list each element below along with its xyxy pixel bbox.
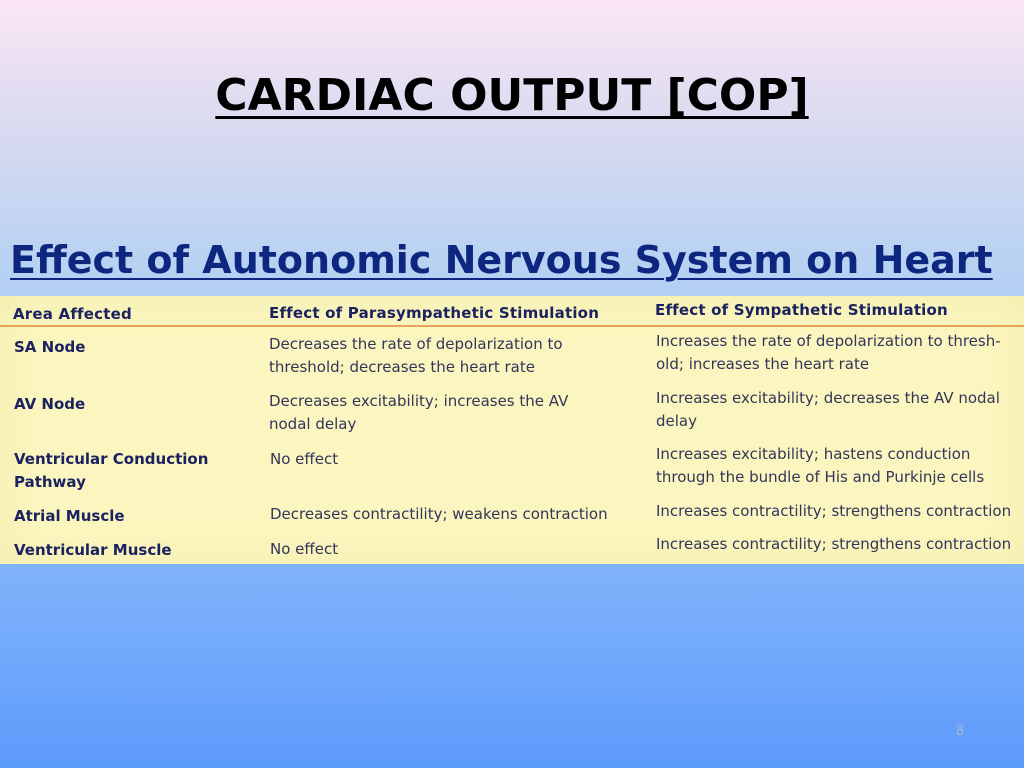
row-atrial-para: Decreases contractility; weakens contraction (270, 505, 608, 523)
row-atrial-area: Atrial Muscle (14, 507, 125, 525)
row-atrial-symp: Increases contractility; strengthens contraction (656, 502, 1012, 520)
slide-subtitle: Effect of Autonomic Nervous System on Heart (10, 238, 993, 282)
header-sympathetic: Effect of Sympathetic Stimulation (655, 301, 948, 319)
row-av-node-symp-line1: Increases excitability; decreases the AV nodal (656, 389, 1000, 407)
row-conduction-area-line2: Pathway (14, 473, 86, 491)
page-number: 8 (955, 724, 965, 739)
row-conduction-area-line1: Ventricular Conduction (14, 450, 209, 468)
row-conduction-para: No effect (270, 450, 339, 468)
ans-effects-table (0, 296, 1024, 564)
row-sa-node-symp-line1: Increases the rate of depolarization to thresh- (656, 332, 1001, 350)
header-area-affected: Area Affected (13, 305, 132, 323)
row-ventricular-para: No effect (270, 540, 339, 558)
row-ventricular-symp: Increases contractility; strengthens contraction (656, 535, 1012, 553)
row-conduction-symp-line2: through the bundle of His and Purkinje cells (656, 468, 985, 486)
row-av-node-area: AV Node (14, 395, 86, 413)
header-parasympathetic: Effect of Parasympathetic Stimulation (269, 304, 600, 322)
slide-title: CARDIAC OUTPUT [COP] (215, 70, 809, 121)
row-sa-node-area: SA Node (14, 338, 86, 356)
row-av-node-para-line2: nodal delay (269, 415, 357, 433)
header-divider (0, 325, 1024, 327)
row-sa-node-para-line2: threshold; decreases the heart rate (269, 358, 535, 376)
row-ventricular-area: Ventricular Muscle (14, 541, 172, 559)
row-av-node-para-line1: Decreases excitability; increases the AV (269, 392, 569, 410)
row-sa-node-para-line1: Decreases the rate of depolarization to (269, 335, 563, 353)
row-conduction-symp-line1: Increases excitability; hastens conduction (656, 445, 971, 463)
row-av-node-symp-line2: delay (656, 412, 697, 430)
row-sa-node-symp-line2: old; increases the heart rate (656, 355, 870, 373)
